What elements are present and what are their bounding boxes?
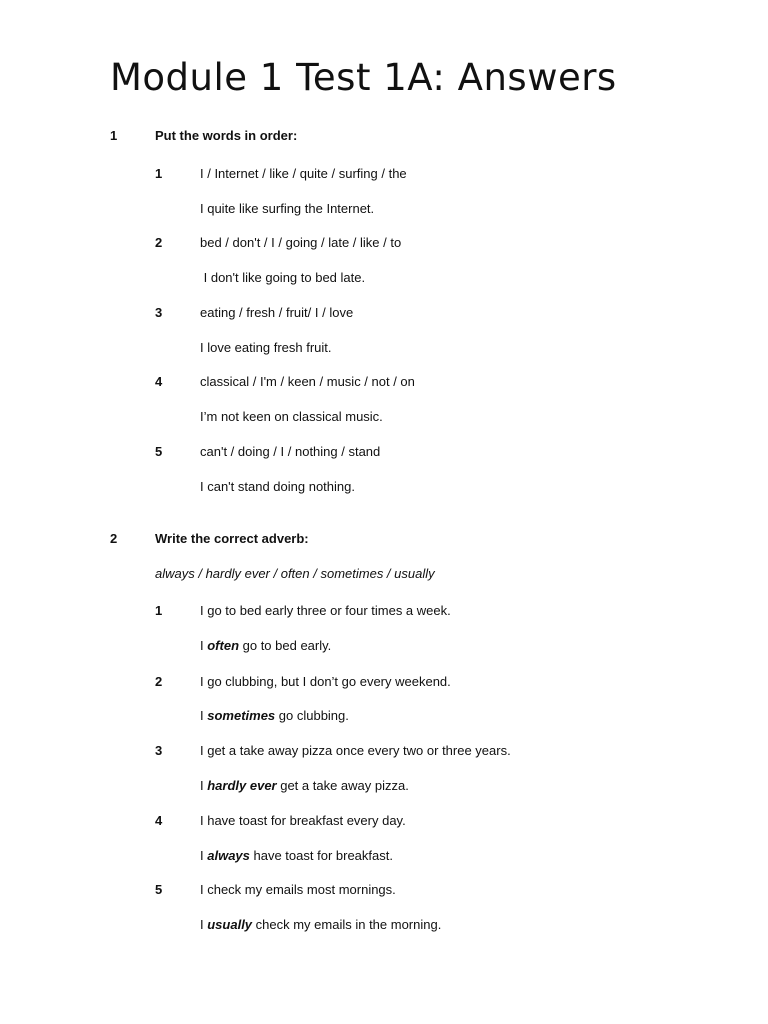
s2-item-5-number: 5 (155, 882, 163, 897)
section-1-number: 1 (110, 128, 118, 143)
s2-item-4-prompt: I have toast for breakfast every day. (200, 813, 406, 828)
s2-item-4-adverb: always (207, 848, 250, 863)
s2-item-2-prompt: I go clubbing, but I don’t go every weekend. (200, 674, 451, 689)
s2-item-2-answer: I sometimes go clubbing. (200, 708, 349, 723)
s2-item-1-adverb: often (207, 638, 240, 653)
s1-item-3-prompt: eating / fresh / fruit/ I / love (200, 305, 354, 320)
s1-item-4-prompt: classical / I'm / keen / music / not / on (200, 374, 415, 389)
s1-item-1-number: 1 (155, 166, 163, 181)
section-2-number: 2 (110, 531, 118, 546)
s2-item-5-prompt: I check my emails most mornings. (200, 882, 396, 897)
s1-item-2-number: 2 (155, 235, 163, 250)
s2-item-2-adverb: sometimes (207, 708, 276, 723)
s2-item-1-answer: I often go to bed early. (200, 638, 332, 653)
adverb-word-list: always / hardly ever / often / sometimes / usually (155, 566, 435, 581)
section-1-heading: Put the words in order: (155, 128, 298, 143)
s1-item-3-number: 3 (155, 305, 163, 320)
s1-item-5-prompt: can't / doing / I / nothing / stand (200, 444, 381, 459)
s2-item-1-number: 1 (155, 603, 163, 618)
section-2-heading: Write the correct adverb: (155, 531, 309, 546)
s2-item-4-answer: I always have toast for breakfast. (200, 848, 393, 863)
s2-item-3-answer: I hardly ever get a take away pizza. (200, 778, 409, 793)
s2-item-3-adverb: hardly ever (207, 778, 277, 793)
s1-item-1-answer: I quite like surfing the Internet. (200, 201, 375, 216)
s1-item-1-prompt: I / Internet / like / quite / surfing / the (200, 166, 407, 181)
s1-item-2-answer: I don't like going to bed late. (200, 270, 366, 285)
page-title: Module 1 Test 1A: Answers (110, 56, 617, 99)
s1-item-4-answer: I’m not keen on classical music. (200, 409, 383, 424)
s1-item-4-number: 4 (155, 374, 163, 389)
s2-item-4-number: 4 (155, 813, 163, 828)
s1-item-3-answer: I love eating fresh fruit. (200, 340, 332, 355)
s1-item-2-prompt: bed / don't / I / going / late / like / to (200, 235, 402, 250)
s1-item-5-answer: I can't stand doing nothing. (200, 479, 355, 494)
s2-item-2-number: 2 (155, 674, 163, 689)
s2-item-1-prompt: I go to bed early three or four times a week. (200, 603, 451, 618)
s1-item-5-number: 5 (155, 444, 163, 459)
s2-item-5-answer: I usually check my emails in the morning. (200, 917, 442, 932)
s2-item-3-number: 3 (155, 743, 163, 758)
s2-item-5-adverb: usually (207, 917, 253, 932)
s2-item-3-prompt: I get a take away pizza once every two or three years. (200, 743, 511, 758)
